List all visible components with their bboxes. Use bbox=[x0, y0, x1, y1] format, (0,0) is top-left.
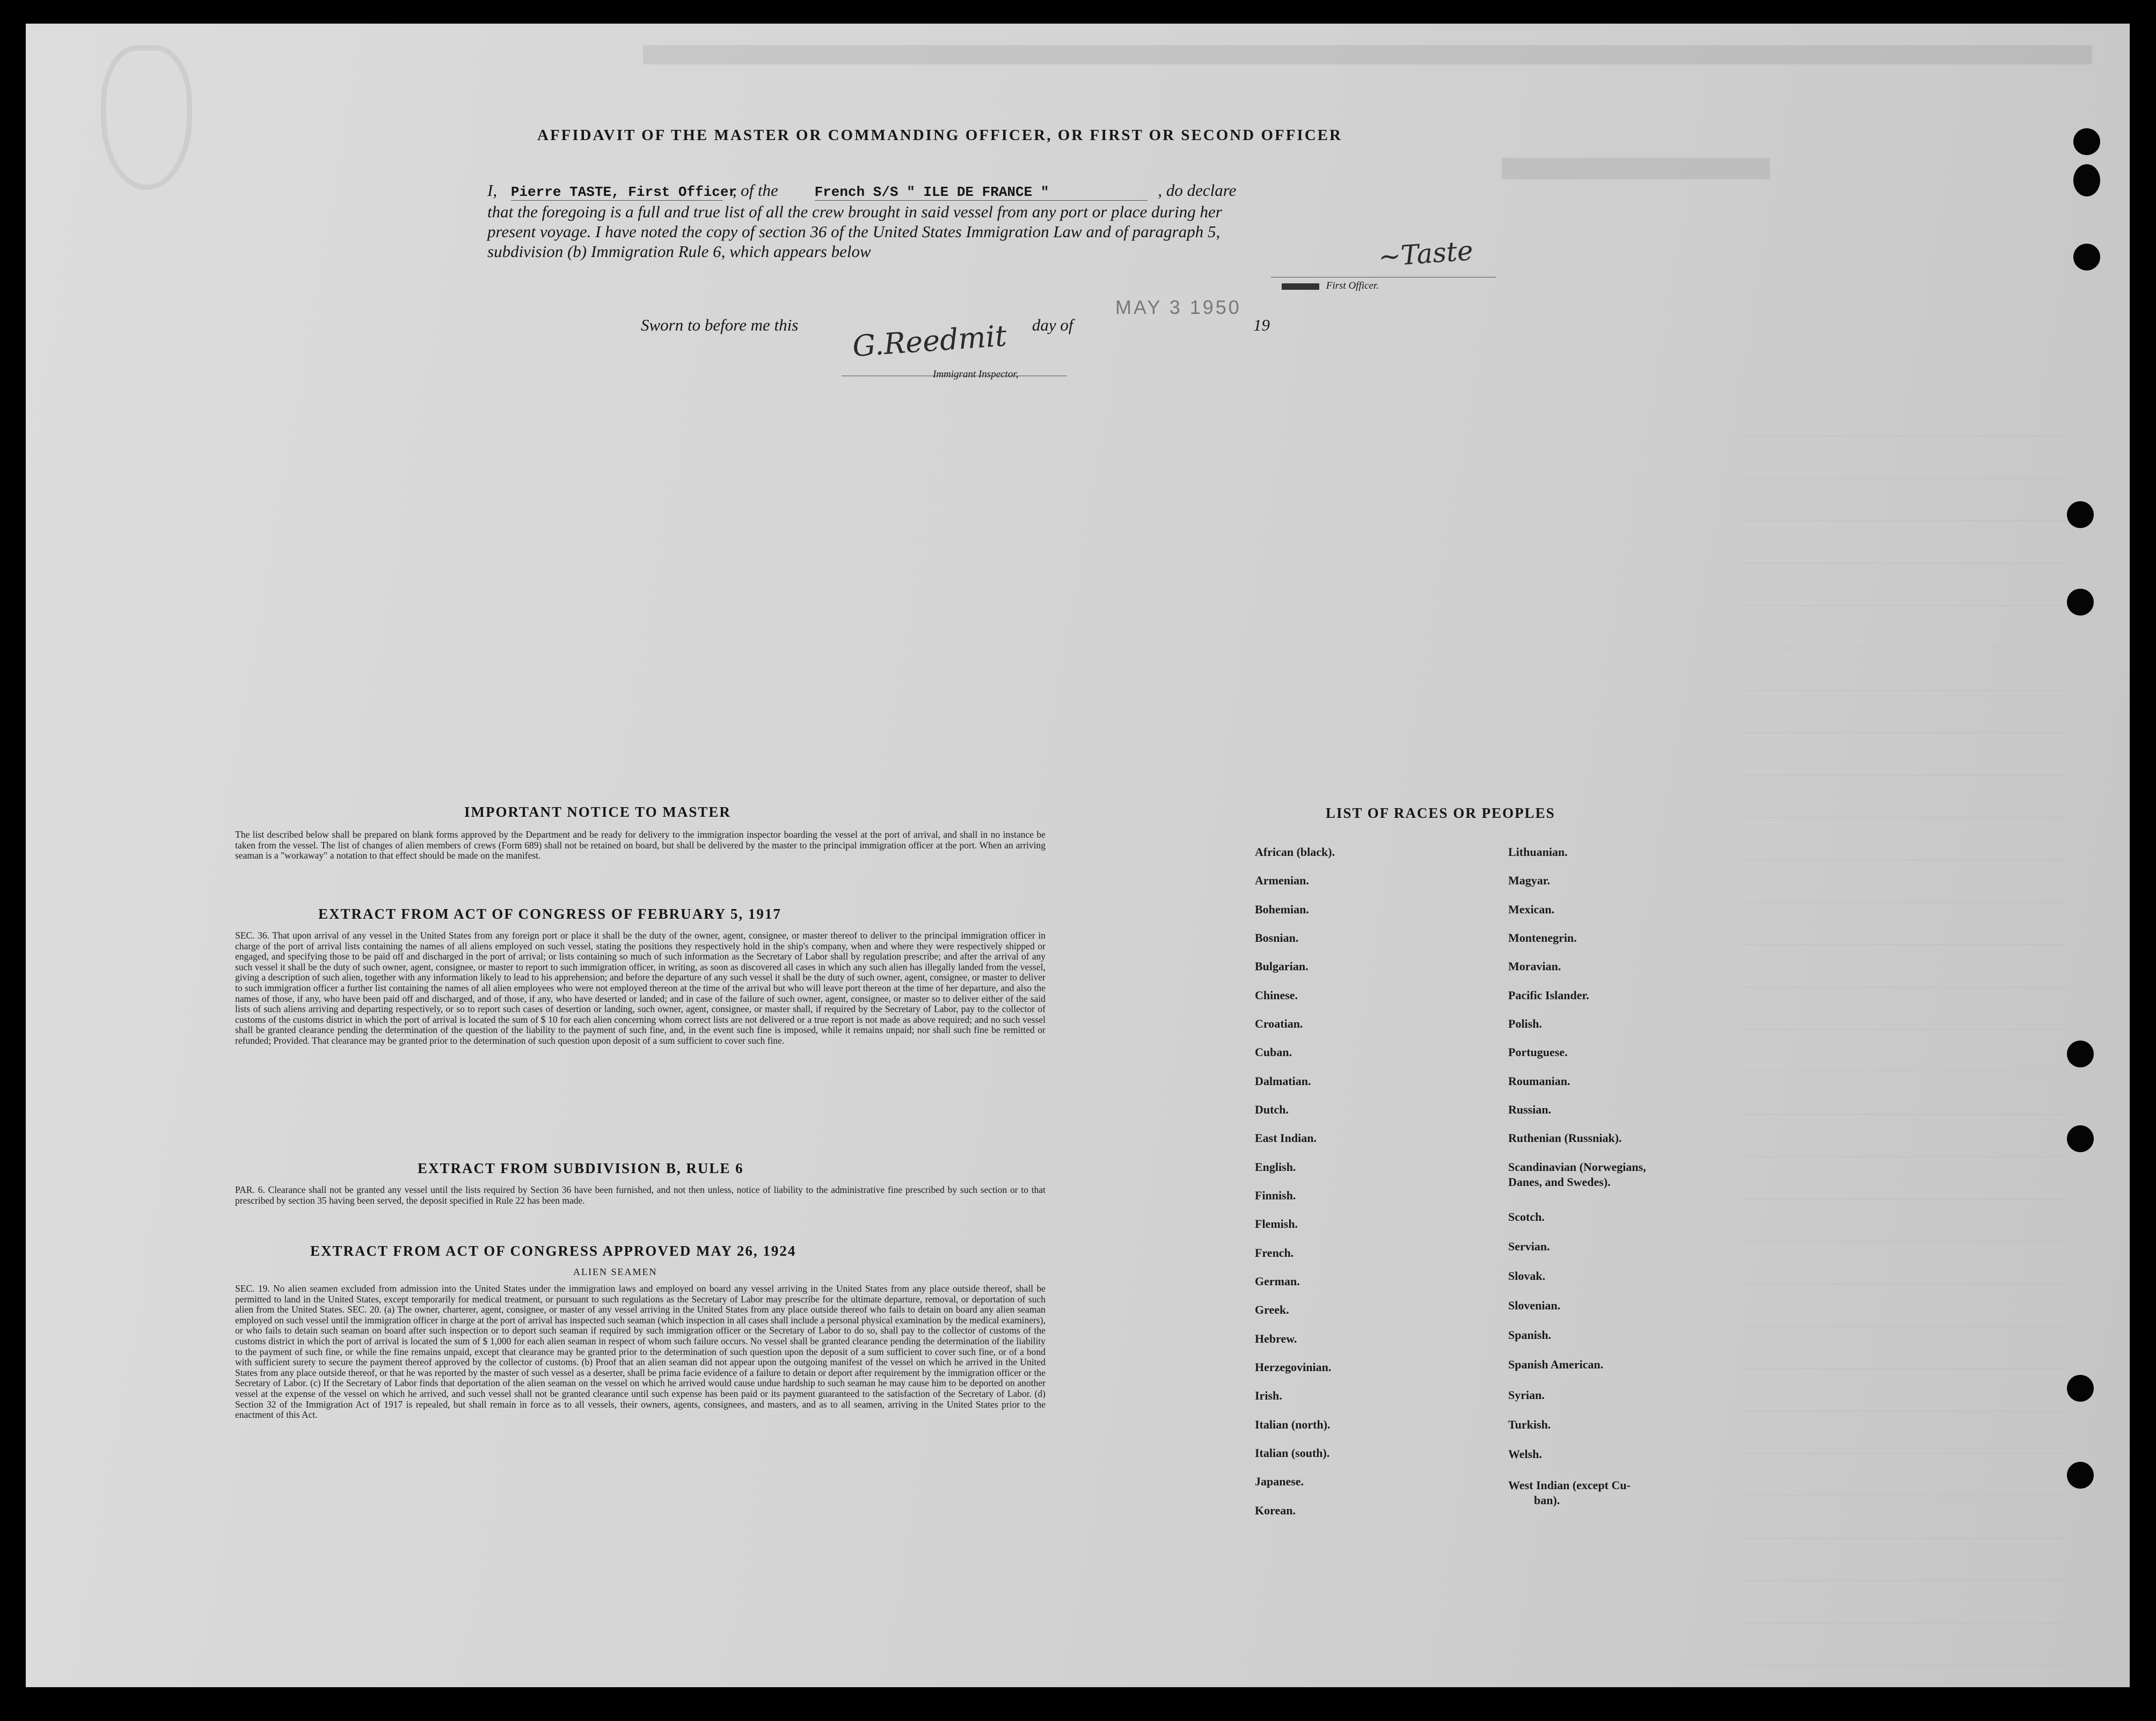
inspector-caption: Immigrant Inspector, bbox=[933, 369, 1019, 380]
race-item: Irish. bbox=[1255, 1389, 1282, 1402]
race-item: Roumanian. bbox=[1508, 1074, 1570, 1088]
struck-rank bbox=[1282, 283, 1319, 290]
extract-1924-subtitle: ALIEN SEAMEN bbox=[573, 1266, 657, 1277]
extract-rule6-body: PAR. 6. Clearance shall not be granted any vessel until the lists required by Section 36 have been furnished, and not then unless, notice of liability to the administrative fine prescribed by such section or to that prescribed by section 35 having been served, the deposit specified in Rule 22 has been made. bbox=[235, 1184, 1046, 1206]
binding-hole bbox=[2067, 501, 2094, 528]
race-item: Hebrew. bbox=[1255, 1332, 1297, 1345]
race-item: African (black). bbox=[1255, 845, 1335, 859]
bleed-through-column bbox=[1743, 394, 2065, 1666]
binding-hole bbox=[2073, 164, 2100, 196]
sworn-before: Sworn to before me this bbox=[641, 316, 799, 334]
officer-signature: ~Taste bbox=[1377, 235, 1474, 273]
sworn-year: 19 bbox=[1253, 316, 1270, 334]
race-item: Mexican. bbox=[1508, 903, 1555, 916]
affidavit-line-3: present voyage. I have noted the copy of section 36 of the United States Immigration Law and of paragraph 5, bbox=[487, 222, 1220, 241]
race-item: Japanese. bbox=[1255, 1475, 1304, 1488]
race-item: Herzegovinian. bbox=[1255, 1360, 1332, 1374]
affidavit-of-the: , of the bbox=[732, 181, 778, 200]
document-sheet bbox=[26, 24, 2130, 1687]
race-item: Moravian. bbox=[1508, 960, 1561, 973]
race-item: Welsh. bbox=[1508, 1447, 1542, 1461]
extract-1924-title: EXTRACT FROM ACT OF CONGRESS APPROVED MAY 26, 1924 bbox=[310, 1243, 796, 1259]
race-item: Slovenian. bbox=[1508, 1299, 1561, 1312]
sworn-day-of: day of bbox=[1032, 316, 1073, 334]
races-title: LIST OF RACES OR PEOPLES bbox=[1326, 805, 1555, 821]
officer-signature-caption: First Officer. bbox=[1282, 280, 1379, 292]
extract-1917-body: SEC. 36. That upon arrival of any vessel in the United States from any foreign port or place it shall be the duty of the owner, agent, consignee, or master thereof to deliver to the principal immigration officer in charge of the port of arrival lists containing the names of all aliens employed on such vessel, stating the positions they respectively hold in the ship's company, when and where they were respectively shipped or engaged, and specifying those to be paid off and discharged in the port of arrival; or lists containing so much of such information as the Secretary of Labor shall by regulation prescribe; and after the arrival of any such vessel it shall be the duty of such owner, agent, consignee, or master to report to such immigration officer, in writing, as soon as discovered all cases in which any such alien has illegally landed from the vessel, giving a description of such alien, together with any information likely to lead to his apprehension; and before the departure of any such vessel it shall be the duty of such owner, agent, consignee, or master to deliver to such immigration officer a further list containing the names of all alien employees who were not employed thereon at the time of the arrival but who will leave port thereon at the time of her departure, and also the names of those, if any, who have been paid off and discharged, and of those, if any, who have deserted or landed; and in case of the failure of such owner, agent, consignee, or master so to deliver either of the said lists of such aliens arriving and departing respectively, or so to report such cases of desertion or landing, such owner, agent, consignee, or master shall, if required by the Secretary of Labor, pay to the collector of customs of the customs district in which the port of arrival is located the sum of $ 10 for each alien concerning whom correct lists are not delivered or a true report is not made as above required; and no such vessel shall be granted clearance pending the determination of the question of the liability to the payment of such fine, and, in the event such fine is imposed, while it remains unpaid; nor shall such fine be remitted or refunded; Provided. That clearance may be granted prior to the determination of such question upon deposit of a sum sufficient to cover such fine. bbox=[235, 930, 1046, 1046]
race-item: Portuguese. bbox=[1508, 1045, 1568, 1059]
notice-title: IMPORTANT NOTICE TO MASTER bbox=[464, 804, 731, 820]
race-item: Greek. bbox=[1255, 1303, 1289, 1316]
affidavit-line-2: that the foregoing is a full and true list of all the crew brought in said vessel from any port or place during her bbox=[487, 202, 1222, 221]
race-item: Polish. bbox=[1508, 1017, 1542, 1030]
extract-1924-body: SEC. 19. No alien seamen excluded from admission into the United States under the immigration laws and employed on board any vessel arriving in the United States from any place outside thereof, shall be permitted to land in the United States, except temporarily for medical treatment, or pursuant to such regulations as the Secretary of Labor may prescribe for the ultimate departure, removal, or deportation of such alien from the United States. SEC. 20. (a) The owner, charterer, agent, consignee, or master of any vessel arriving in the United States from any place outside thereof who fails to detain on board any alien seaman employed on such vessel until the immigration officer in charge at the port of arrival has inspected such seaman (which inspection in all cases shall include a personal physical examination by the medical examiners), or who fails to detain such seaman on board after such inspection or to deport such seaman if required by such immigration officer or the Secretary of Labor to do so, shall pay to the collector of customs of the customs district in which the port of arrival is located the sum of $ 1,000 for each alien seaman in respect of whom such failure occurs. No vessel shall be granted clearance pending the determination of the liability to the payment of such fine, or while the fine remains unpaid, except that clearance may be granted prior to the determination of such question upon the deposit of a sum sufficient to cover such fine, or of a bond with sufficient surety to secure the payment thereof approved by the collector of customs. (b) Proof that an alien seaman did not appear upon the outgoing manifest of the vessel on which he arrived in the United States from any place outside thereof, or that he was reported by the master of such vessel as a deserter, shall be prima facie evidence of a failure to detain or deport after requirement by the immigration officer or the Secretary of Labor. (c) If the Secretary of Labor finds that deportation of the alien seaman on the vessel on which he arrived would cause undue hardship to such seaman he may cause him to be deported on another vessel at the expense of the vessel on which he arrived, and such vessel shall not be granted clearance until such expense has been paid or its payment guaranteed to the satisfaction of the Secretary of Labor. (d) Section 32 of the Immigration Act of 1917 is repealed, but shall remain in force as to all vessels, their owners, agents, consignees, and masters, and as to all seamen, arriving in the United States prior to the enactment of this Act. bbox=[235, 1283, 1046, 1420]
race-item: Magyar. bbox=[1508, 874, 1551, 887]
race-item: Chinese. bbox=[1255, 988, 1298, 1002]
race-item: Croatian. bbox=[1255, 1017, 1303, 1030]
race-item: Spanish American. bbox=[1508, 1358, 1604, 1371]
race-item: Bohemian. bbox=[1255, 903, 1309, 916]
race-item: Finnish. bbox=[1255, 1189, 1296, 1202]
affidavit-line-1 bbox=[487, 181, 1236, 201]
race-item: Flemish. bbox=[1255, 1217, 1298, 1231]
binding-hole bbox=[2067, 1375, 2094, 1402]
bleed-through-vessel bbox=[1502, 158, 1770, 179]
extract-1917-title: EXTRACT FROM ACT OF CONGRESS OF FEBRUARY 5, 1917 bbox=[318, 906, 781, 922]
race-item: Korean. bbox=[1255, 1504, 1296, 1517]
affidavit-pronoun: I, bbox=[487, 181, 498, 200]
binding-hole bbox=[2067, 1125, 2094, 1152]
race-item: Spanish. bbox=[1508, 1328, 1552, 1342]
binding-hole bbox=[2067, 1462, 2094, 1489]
race-item: Bosnian. bbox=[1255, 931, 1299, 944]
binding-hole bbox=[2073, 128, 2100, 155]
notice-body: The list described below shall be prepared on blank forms approved by the Department and be ready for delivery to the immigration inspector boarding the vessel at the port of arrival, and shall in no instance be taken from the vessel. The list of changes of alien members of crews (Form 689) shall not be retained on board, but shall be delivered by the master to the principal immigration officer at the port. When an arriving seaman is a "workaway" a notation to that effect should be made on the manifest. bbox=[235, 829, 1046, 861]
race-item: Pacific Islander. bbox=[1508, 988, 1589, 1002]
race-item: Cuban. bbox=[1255, 1045, 1292, 1059]
bleed-through-header bbox=[643, 45, 2092, 64]
officer-name: Pierre TASTE, First Officer bbox=[510, 184, 737, 200]
affidavit-declare: , do declare bbox=[1158, 181, 1237, 200]
race-item: German. bbox=[1255, 1275, 1300, 1288]
race-item: Turkish. bbox=[1508, 1418, 1551, 1431]
race-item: Syrian. bbox=[1508, 1388, 1545, 1402]
race-item: Lithuanian. bbox=[1508, 845, 1568, 859]
race-item: Montenegrin. bbox=[1508, 931, 1577, 944]
inspector-signature: G.Reedmit bbox=[851, 319, 1008, 363]
race-item: West Indian (except Cu- bbox=[1508, 1478, 1631, 1492]
extract-rule6-title: EXTRACT FROM SUBDIVISION B, RULE 6 bbox=[418, 1160, 744, 1176]
race-item: Slovak. bbox=[1508, 1269, 1546, 1283]
binding-hole bbox=[2073, 244, 2100, 270]
race-item: Danes, and Swedes). bbox=[1508, 1175, 1611, 1189]
race-item: Italian (south). bbox=[1255, 1446, 1330, 1460]
race-item: East Indian. bbox=[1255, 1131, 1317, 1145]
bleed-through-page-number bbox=[101, 45, 192, 190]
date-stamp: MAY 3 1950 bbox=[1115, 296, 1241, 318]
race-item: English. bbox=[1255, 1160, 1296, 1174]
race-item: Italian (north). bbox=[1255, 1418, 1331, 1431]
race-item: Dalmatian. bbox=[1255, 1074, 1311, 1088]
race-item: ban). bbox=[1534, 1493, 1560, 1507]
vessel-name: French S/S " ILE DE FRANCE " bbox=[815, 184, 1148, 201]
affidavit-line-4: subdivision (b) Immigration Rule 6, which appears below bbox=[487, 242, 871, 261]
affidavit-title: AFFIDAVIT OF THE MASTER OR COMMANDING OFFICER, OR FIRST OR SECOND OFFICER bbox=[537, 127, 1342, 144]
race-item: Servian. bbox=[1508, 1240, 1550, 1253]
race-item: Ruthenian (Russniak). bbox=[1508, 1131, 1622, 1145]
race-item: French. bbox=[1255, 1246, 1294, 1259]
binding-hole bbox=[2067, 1041, 2094, 1067]
race-item: Scandinavian (Norwegians, bbox=[1508, 1160, 1646, 1174]
race-item: Armenian. bbox=[1255, 874, 1309, 887]
race-item: Dutch. bbox=[1255, 1103, 1289, 1116]
race-item: Russian. bbox=[1508, 1103, 1552, 1116]
race-item: Bulgarian. bbox=[1255, 960, 1309, 973]
race-item: Scotch. bbox=[1508, 1210, 1545, 1224]
binding-hole bbox=[2067, 589, 2094, 616]
